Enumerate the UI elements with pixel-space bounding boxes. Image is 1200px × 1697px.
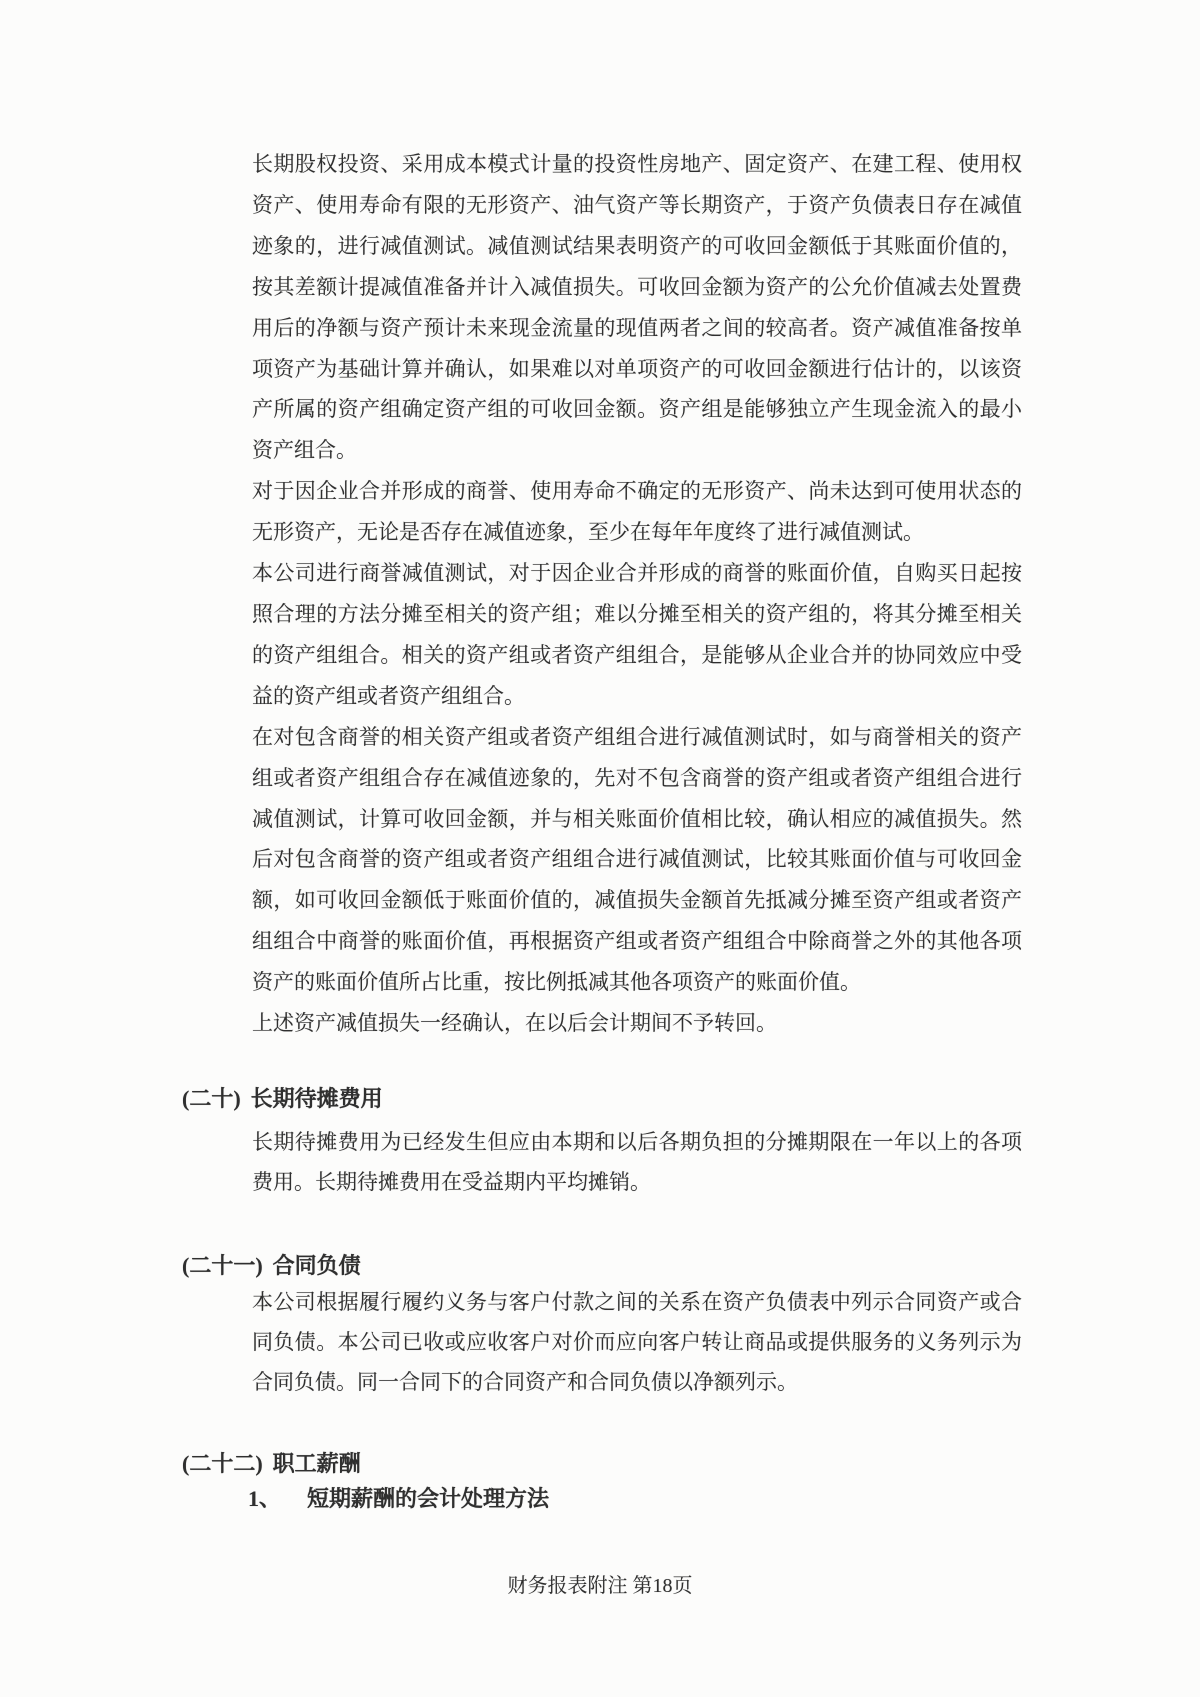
text-line: 后对包含商誉的资产组或者资产组组合进行减值测试，比较其账面价值与可收回金	[252, 847, 1022, 872]
text-line: 费用。长期待摊费用在受益期内平均摊销。	[252, 1170, 651, 1194]
section-body-long-term-deferred-expenses	[252, 1122, 1022, 1202]
section-number: (二十一)	[182, 1253, 263, 1278]
section-heading-contract-liabilities	[182, 1251, 361, 1281]
text-line: 项资产为基础计算并确认，如果难以对单项资产的可收回金额进行估计的，以该资	[252, 356, 1022, 381]
text-line: 上述资产减值损失一经确认，在以后会计期间不予转回。	[252, 1011, 777, 1036]
section-title: 职工薪酬	[272, 1451, 361, 1476]
text-line: 同负债。本公司已收或应收客户对价而应向客户转让商品或提供服务的义务列示为	[252, 1330, 1022, 1354]
text-line: 按其差额计提减值准备并计入减值损失。可收回金额为资产的公允价值减去处置费	[252, 274, 1022, 299]
text-line: 照合理的方法分摊至相关的资产组；难以分摊至相关的资产组的，将其分摊至相关	[252, 601, 1022, 626]
section-number: (二十)	[182, 1086, 241, 1111]
text-line: 长期待摊费用为已经发生但应由本期和以后各期负担的分摊期限在一年以上的各项	[252, 1130, 1022, 1154]
text-line: 对于因企业合并形成的商誉、使用寿命不确定的无形资产、尚未达到可使用状态的	[252, 479, 1022, 504]
section-heading-long-term-deferred-expenses	[182, 1084, 383, 1114]
text-line: 在对包含商誉的相关资产组或者资产组组合进行减值测试时，如与商誉相关的资产	[252, 724, 1022, 749]
text-line: 迹象的，进行减值测试。减值测试结果表明资产的可收回金额低于其账面价值的，	[252, 233, 1022, 258]
text-line: 合同负债。同一合同下的合同资产和合同负债以净额列示。	[252, 1370, 798, 1394]
text-line: 额，如可收回金额低于账面价值的，减值损失金额首先抵减分摊至资产组或者资产	[252, 888, 1022, 913]
subitem-number: 1、	[248, 1486, 282, 1511]
text-line: 长期股权投资、采用成本模式计量的投资性房地产、固定资产、在建工程、使用权	[252, 152, 1022, 176]
text-line: 资产组合。	[252, 438, 357, 463]
text-line: 产所属的资产组确定资产组的可收回金额。资产组是能够独立产生现金流入的最小	[252, 397, 1022, 422]
section-body-contract-liabilities	[252, 1282, 1022, 1402]
section-title: 长期待摊费用	[250, 1086, 383, 1111]
text-line: 组组合中商誉的账面价值，再根据资产组或者资产组组合中除商誉之外的其他各项	[252, 929, 1022, 954]
text-line: 本公司进行商誉减值测试，对于因企业合并形成的商誉的账面价值，自购买日起按	[252, 561, 1022, 586]
text-line: 益的资产组或者资产组组合。	[252, 683, 525, 708]
page-footer: 财务报表附注 第18页	[507, 1575, 693, 1597]
text-line: 无形资产，无论是否存在减值迹象，至少在每年年度终了进行减值测试。	[252, 520, 924, 545]
impairment-paragraphs	[252, 144, 1022, 1044]
section-number: (二十二)	[182, 1451, 263, 1476]
subitem-title: 短期薪酬的会计处理方法	[307, 1486, 550, 1511]
text-line: 资产的账面价值所占比重，按比例抵减其他各项资产的账面价值。	[252, 970, 861, 995]
text-line: 用后的净额与资产预计未来现金流量的现值两者之间的较高者。资产减值准备按单	[252, 315, 1022, 340]
subitem-short-term-compensation	[248, 1484, 549, 1514]
text-line: 组或者资产组组合存在减值迹象的，先对不包含商誉的资产组或者资产组组合进行	[252, 765, 1022, 790]
text-line: 本公司根据履行履约义务与客户付款之间的关系在资产负债表中列示合同资产或合	[252, 1290, 1022, 1314]
section-heading-employee-compensation	[182, 1449, 361, 1479]
section-title: 合同负债	[272, 1253, 361, 1278]
text-line: 资产、使用寿命有限的无形资产、油气资产等长期资产，于资产负债表日存在减值	[252, 192, 1022, 217]
text-line: 的资产组组合。相关的资产组或者资产组组合，是能够从企业合并的协同效应中受	[252, 642, 1022, 667]
text-line: 减值测试，计算可收回金额，并与相关账面价值相比较，确认相应的减值损失。然	[252, 806, 1022, 831]
